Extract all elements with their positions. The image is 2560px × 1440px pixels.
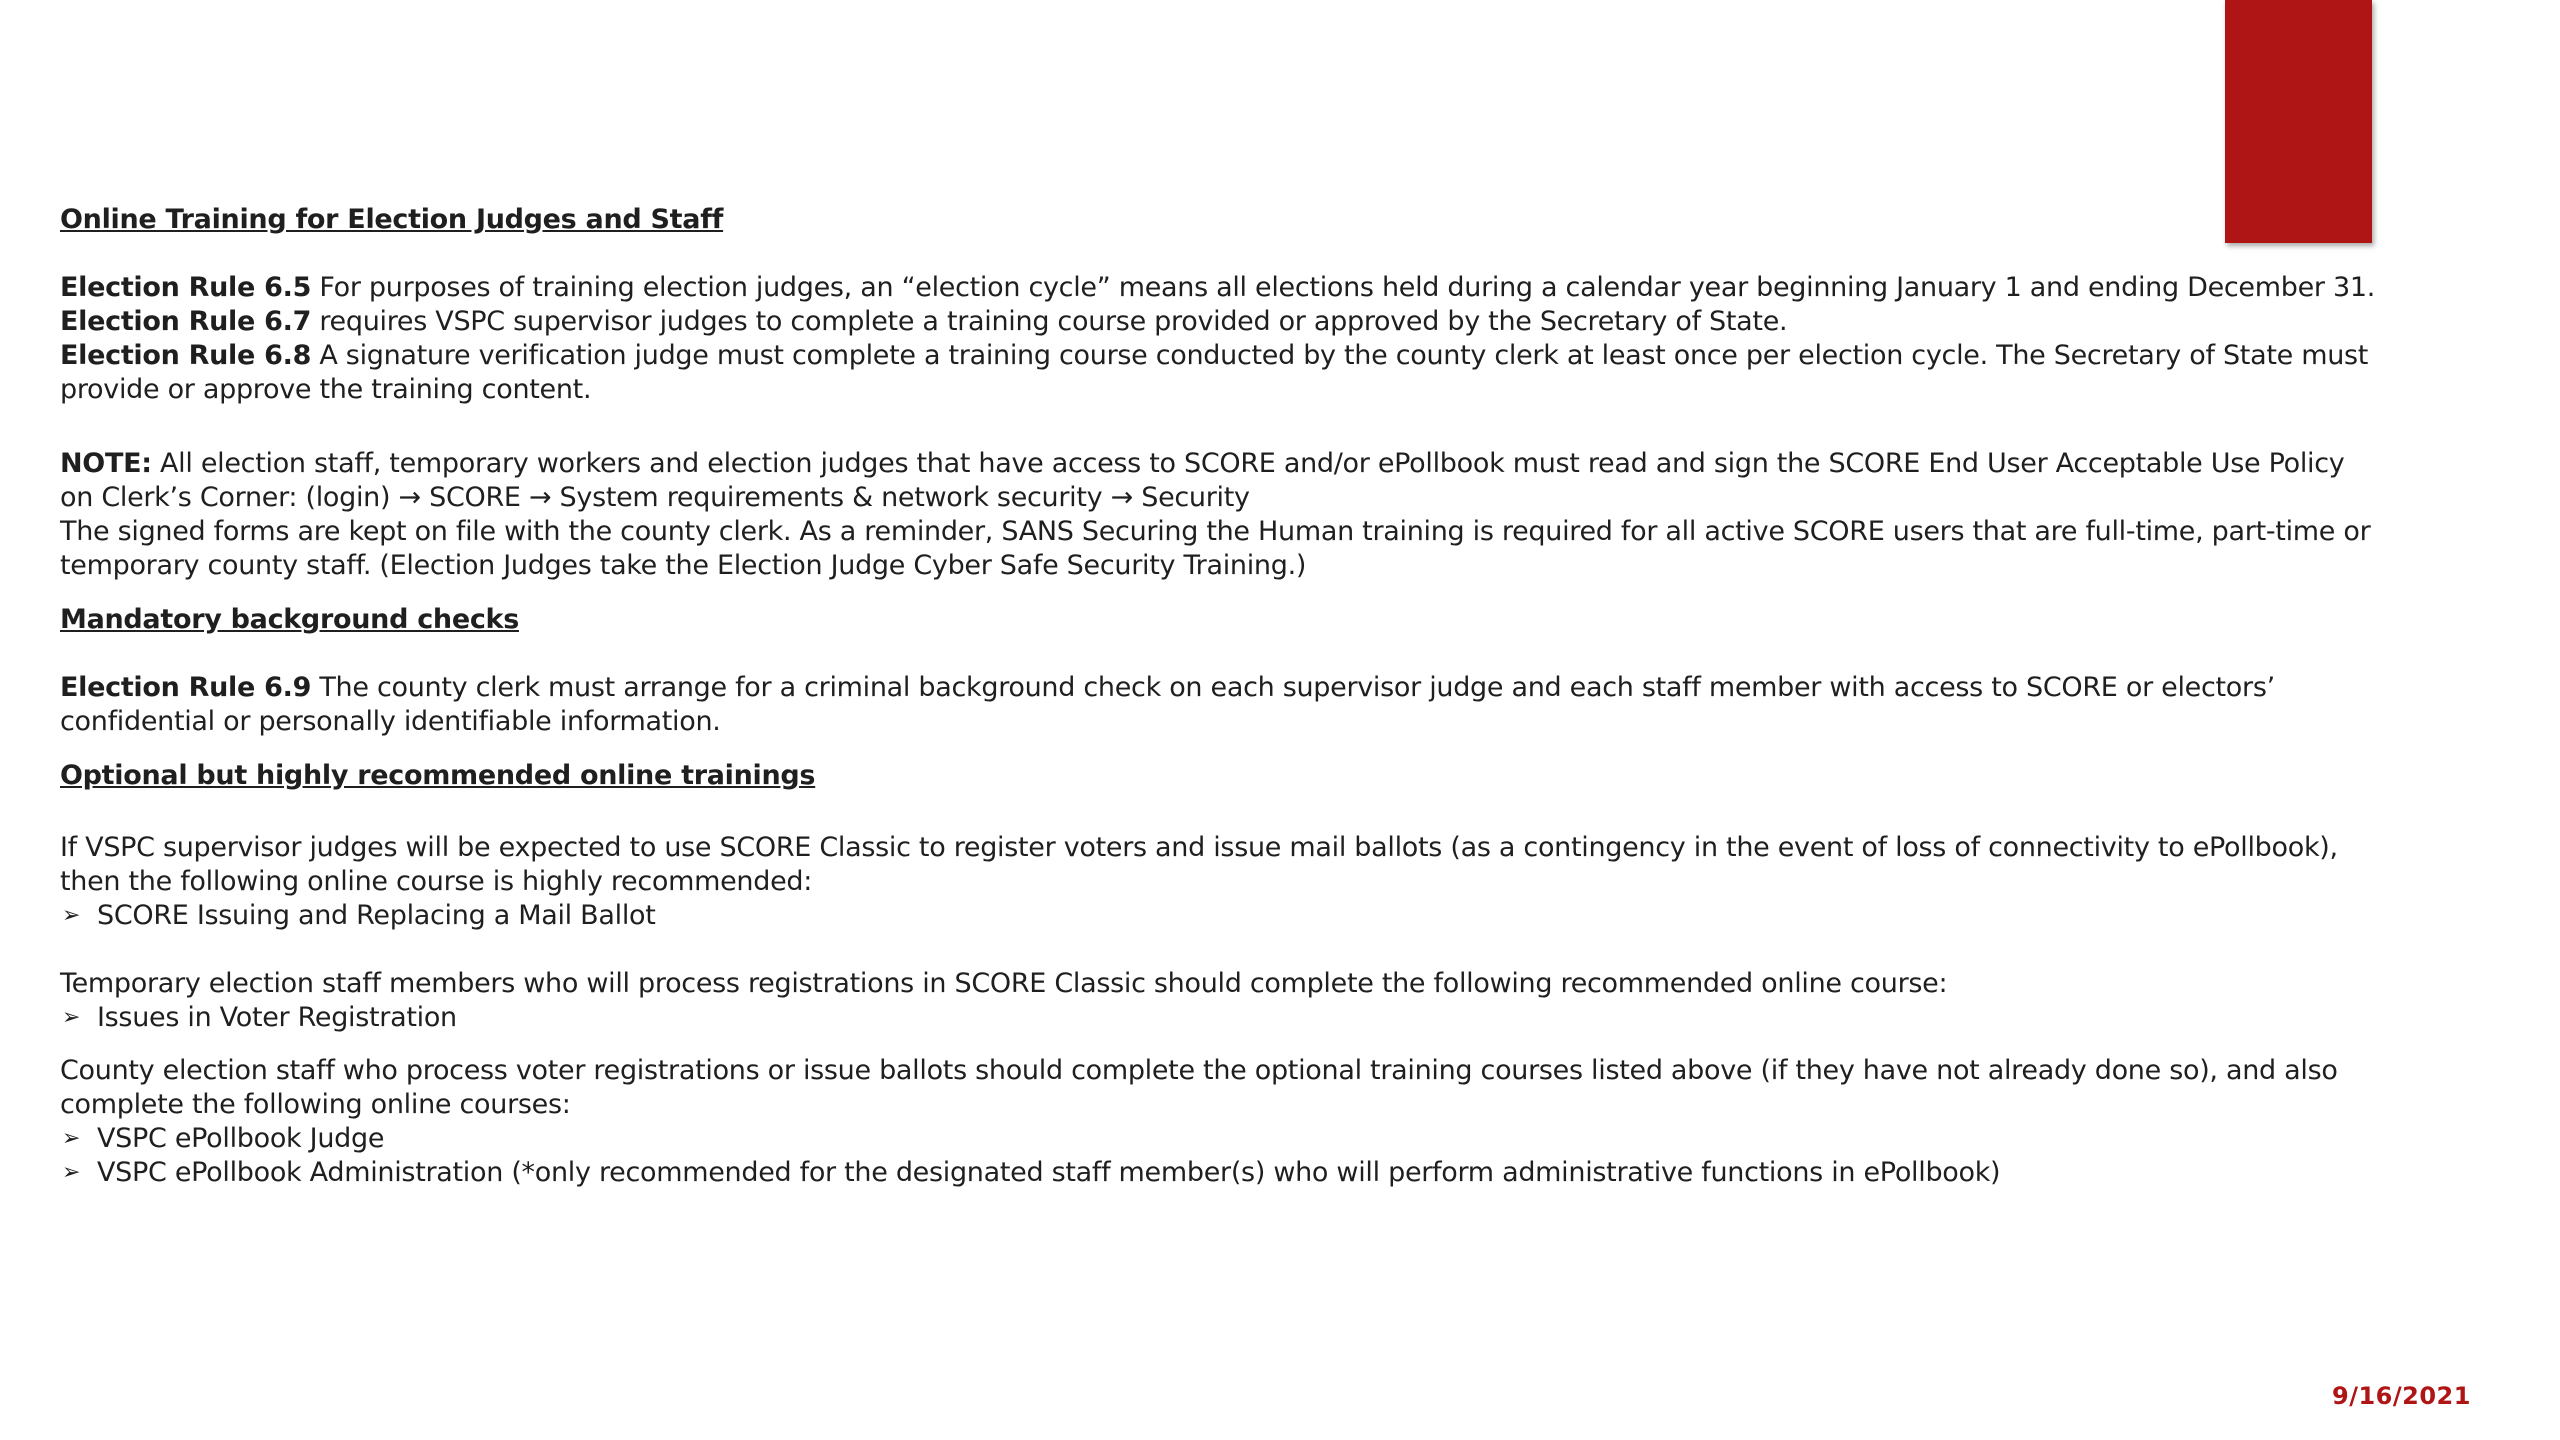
rule-label: Election Rule 6.9	[60, 672, 312, 703]
rule-6-9	[60, 671, 2500, 739]
arrowhead-bullet-icon: ➢	[62, 903, 81, 928]
course-list-1	[60, 899, 2500, 933]
list-item	[60, 899, 2500, 933]
course-list-3	[60, 1122, 2500, 1190]
rule-label: Election Rule 6.5	[60, 272, 312, 303]
rule-label: Election Rule 6.7	[60, 306, 312, 337]
course-name: SCORE Issuing and Replacing a Mail Ballot	[97, 900, 656, 931]
optional-para-1: If VSPC supervisor judges will be expected to use SCORE Classic to register voters and issue mail ballots (as a contingency in the event of loss of connectivity to ePollbook), then the following online course is highly recommended:	[60, 832, 2338, 897]
note-paragraph-2: The signed forms are kept on file with the county clerk. As a reminder, SANS Securing the Human training is required for all active SCORE users that are full-time, part-time or temporary county staff. (Election Judges take the Election Judge Cyber Safe Security Training.)	[60, 516, 2371, 581]
arrowhead-bullet-icon: ➢	[62, 1005, 81, 1030]
list-item	[60, 1122, 2500, 1156]
course-name: Issues in Voter Registration	[97, 1002, 457, 1033]
rule-6-8	[60, 339, 2500, 407]
rule-label: Election Rule 6.8	[60, 340, 312, 371]
rule-6-5	[60, 271, 2500, 305]
heading-online-training: Online Training for Election Judges and Staff	[60, 204, 724, 235]
list-item	[60, 1156, 2500, 1190]
heading-optional-trainings: Optional but highly recommended online trainings	[60, 760, 816, 791]
note-paragraph	[60, 447, 2500, 515]
arrowhead-bullet-icon: ➢	[62, 1160, 81, 1185]
course-name: VSPC ePollbook Judge	[97, 1123, 385, 1154]
list-item	[60, 1001, 2500, 1035]
note-text: All election staff, temporary workers and election judges that have access to SCORE and/or ePollbook must read and sign the SCORE End User Acceptable Use Policy on Clerk’s Corner: (login) → SCORE → System requirements & network security → Security	[60, 448, 2345, 513]
rule-text: A signature verification judge must complete a training course conducted by the county clerk at least once per election cycle. The Secretary of State must provide or approve the training content.	[60, 340, 2369, 405]
heading-background-checks: Mandatory background checks	[60, 604, 519, 635]
course-list-2	[60, 1001, 2500, 1035]
optional-para-3: County election staff who process voter registrations or issue ballots should complete the optional training courses listed above (if they have not already done so), and also complete the following online courses:	[60, 1055, 2338, 1120]
arrowhead-bullet-icon: ➢	[62, 1126, 81, 1151]
rule-text: The county clerk must arrange for a criminal background check on each supervisor judge and each staff member with access to SCORE or electors’ confidential or personally identifiable information.	[60, 672, 2275, 737]
footer-date: 9/16/2021	[2332, 1382, 2471, 1410]
rule-text: For purposes of training election judges, an “election cycle” means all elections held during a calendar year beginning January 1 and ending December 31.	[311, 272, 2376, 303]
rule-text: requires VSPC supervisor judges to complete a training course provided or approved by the Secretary of State.	[311, 306, 1788, 337]
course-name: VSPC ePollbook Administration (*only recommended for the designated staff member(s) who will perform administrative functions in ePollbook)	[97, 1157, 2001, 1188]
slide-body	[60, 203, 2500, 1190]
optional-para-2: Temporary election staff members who will process registrations in SCORE Classic should complete the following recommended online course:	[60, 968, 1948, 999]
note-label: NOTE:	[60, 448, 152, 479]
rule-6-7	[60, 305, 2500, 339]
